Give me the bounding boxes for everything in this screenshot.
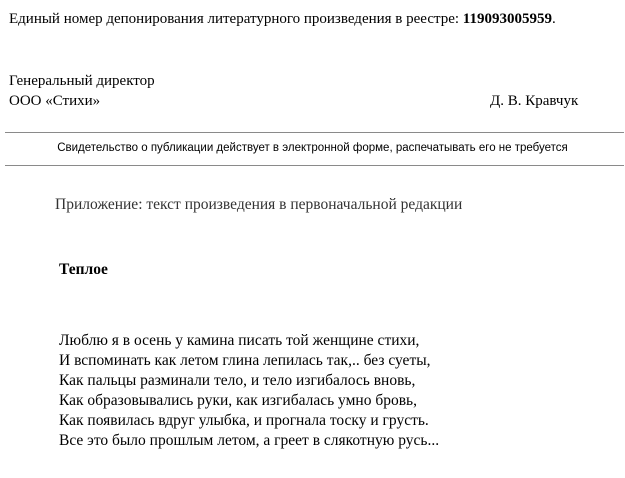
director-title: Генеральный директор: [9, 73, 155, 89]
electronic-form-notice: Свидетельство о публикации действует в электронной форме, распечатывать его не требуется: [57, 142, 568, 154]
signer-name: Д. В. Кравчук: [490, 93, 579, 109]
registry-label: Единый номер депонирования литературного произведения в реестре:: [9, 11, 463, 27]
poem-title: Теплое: [59, 261, 108, 278]
top-divider: [5, 132, 624, 133]
bottom-divider: [5, 165, 624, 166]
registry-suffix: .: [551, 11, 556, 27]
poem-line: Люблю я в осень у камина писать той женщине стихи,: [59, 332, 420, 349]
poem-line: Как пальцы разминали тело, и тело изгибалось вновь,: [59, 372, 416, 389]
registry-number: 119093005959: [462, 11, 552, 27]
poem-line: Как появилась вдруг улыбка, и прогнала тоску и грусть.: [59, 412, 429, 429]
appendix-heading: Приложение: текст произведения в первоначальной редакции: [55, 196, 463, 213]
organization-name: ООО «Стихи»: [9, 93, 101, 109]
poem-line: Все это было прошлым летом, а греет в слякотную русь...: [59, 432, 440, 449]
poem-line: Как образовывались руки, как изгибалась умно бровь,: [59, 392, 417, 409]
poem-line: И вспоминать как летом глина лепилась так,.. без суеты,: [59, 352, 431, 369]
poem-text: [59, 331, 439, 451]
registry-number-line: [9, 11, 556, 28]
